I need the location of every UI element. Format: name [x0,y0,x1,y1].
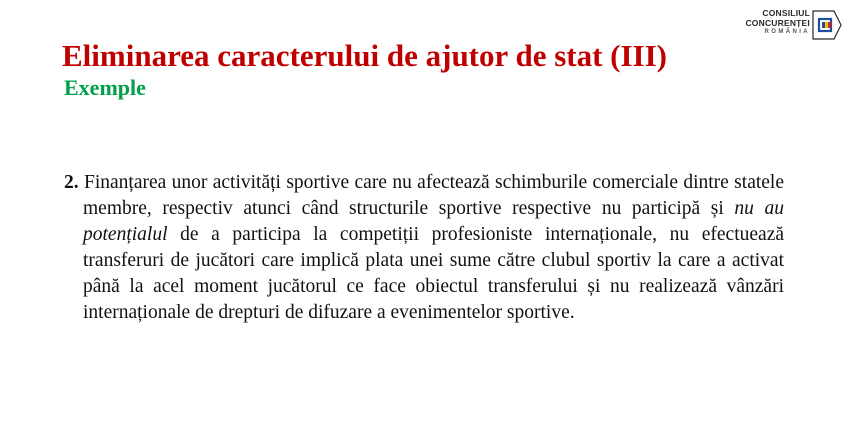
logo-flag-icon [812,10,842,40]
logo-line-2: CONCURENȚEI [745,18,810,28]
slide-content [64,170,784,326]
consiliul-concurentei-logo [745,8,842,46]
list-item [64,170,784,326]
logo-line-1: CONSILIUL [762,8,810,18]
item-text-after: de a participa la competiții profesioniste internaționale, nu efectuează transferuri de jucători care implică plata unei sume către clubul sportiv la care a activat până la acel moment jucătorul ce face obiectul transferului și nu realizează vânzări internaționale de drepturi de difuzare a evenimentelor sportive. [83,224,785,323]
item-number: 2. [64,172,79,193]
item-text-italic: nu au potențialul [83,198,785,245]
slide-subtitle: Exemple [64,75,146,100]
item-text-before: Finanțarea unor activități sportive care nu afectează schimburile comerciale dintre statele membre, respectiv atunci când structurile sportive respective nu participă și [83,172,784,219]
logo-line-3: ROMÂNIA [764,29,810,35]
slide-title: Eliminarea caracterului de ajutor de stat (III) [62,38,667,73]
logo-text [745,8,810,37]
